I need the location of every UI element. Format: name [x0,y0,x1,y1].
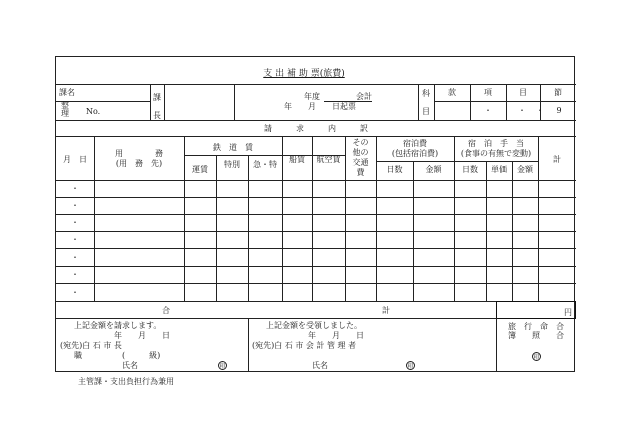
row-mark: ・ [71,218,79,227]
kyuutoku-header: 急・特 [253,160,277,169]
kamei-label: 課名 [59,88,75,97]
teate-sub-header: (食事の有無で変動) [460,149,532,158]
youmu-header: 用 務 [115,149,163,158]
code-dot: ・ [518,106,526,115]
left-line5: 氏名 [122,361,138,370]
moku2-label: 目 [519,88,527,97]
nissuu2-header: 日数 [462,165,478,174]
kaikei-label: 会計 [324,92,372,102]
tsukihi-header: 月 日 [63,155,87,164]
row-mark: ・ [71,235,79,244]
koukuu-header: 航空賃 [316,155,341,164]
tokubetsu-header: 特別 [224,160,240,169]
nendo-label: 年度 [304,92,320,101]
youmu-sub-header: (用 務 先) [115,159,163,168]
seiri-label: 整 理 [61,101,69,118]
setsu-label: 節 [554,88,562,97]
yen-label: 円 [564,308,572,317]
row-mark: ・ [71,288,79,297]
tanka-header: 単価 [491,165,507,174]
mid-line2: 年 月 日 [308,331,364,340]
mid-line1: 上記金額を受領しました。 [266,321,362,330]
code-dot: ・ [484,106,492,115]
left-line1: 上記金額を請求します。 [74,321,162,330]
row-mark: ・ [71,201,79,210]
shukuhaku-sub-header: (包括宿泊費) [391,149,439,158]
code-dot: ・ [536,106,544,115]
moku-label: 目 [422,107,430,116]
row-mark: ・ [71,270,79,279]
nissuu-header: 日数 [386,165,403,174]
expense-form [55,56,575,372]
left-line3: (宛先)白 石 市 長 [60,341,122,350]
row-mark: ・ [71,184,79,193]
footer-note: 主管課・支出負担行為兼用 [78,377,174,386]
kei-total-label: 計 [382,306,390,315]
shukuhaku-header: 宿泊費 [403,139,427,148]
right-line1: 旅 行 命 合 [508,322,564,331]
form-title: 支 出 補 助 票(旅費) [263,69,345,79]
ka-label: 科 [422,89,430,98]
seal-icon: 印 [219,363,226,370]
sentin-header: 船賃 [289,155,305,164]
mid-line3: (宛先)白 石 市 会 計 管 理 者 [252,341,357,350]
right-line2: 簿 照 合 [508,331,564,340]
kou-label: 項 [484,88,492,97]
kihyou-date: 年 月 日起票 [284,102,356,111]
sonota-header: その 他の 交通 費 [352,138,369,177]
unchin-header: 運賃 [192,165,208,174]
row-mark: ・ [71,253,79,262]
kachou-label: 課 長 [153,93,161,120]
left-line4: 職 ( 級) [74,351,161,360]
seal-icon: 印 [533,354,540,361]
kei-header: 計 [553,155,561,164]
teate-header: 宿 泊 手 当 [468,139,524,148]
gou-label: 合 [162,306,170,315]
code-last: 9 [556,106,562,115]
kingaku2-header: 金額 [517,165,533,174]
left-line2: 年 月 日 [114,331,170,340]
seikyuu-header: 請 求 内 訳 [264,124,368,133]
kan-label: 款 [448,88,456,97]
seal-icon: 印 [407,363,414,370]
no-label: No. [86,107,101,116]
kingaku-header: 金額 [425,165,442,174]
mid-line4: 氏名 [312,361,328,370]
tetsudou-header: 鉄 道 賃 [213,143,253,152]
